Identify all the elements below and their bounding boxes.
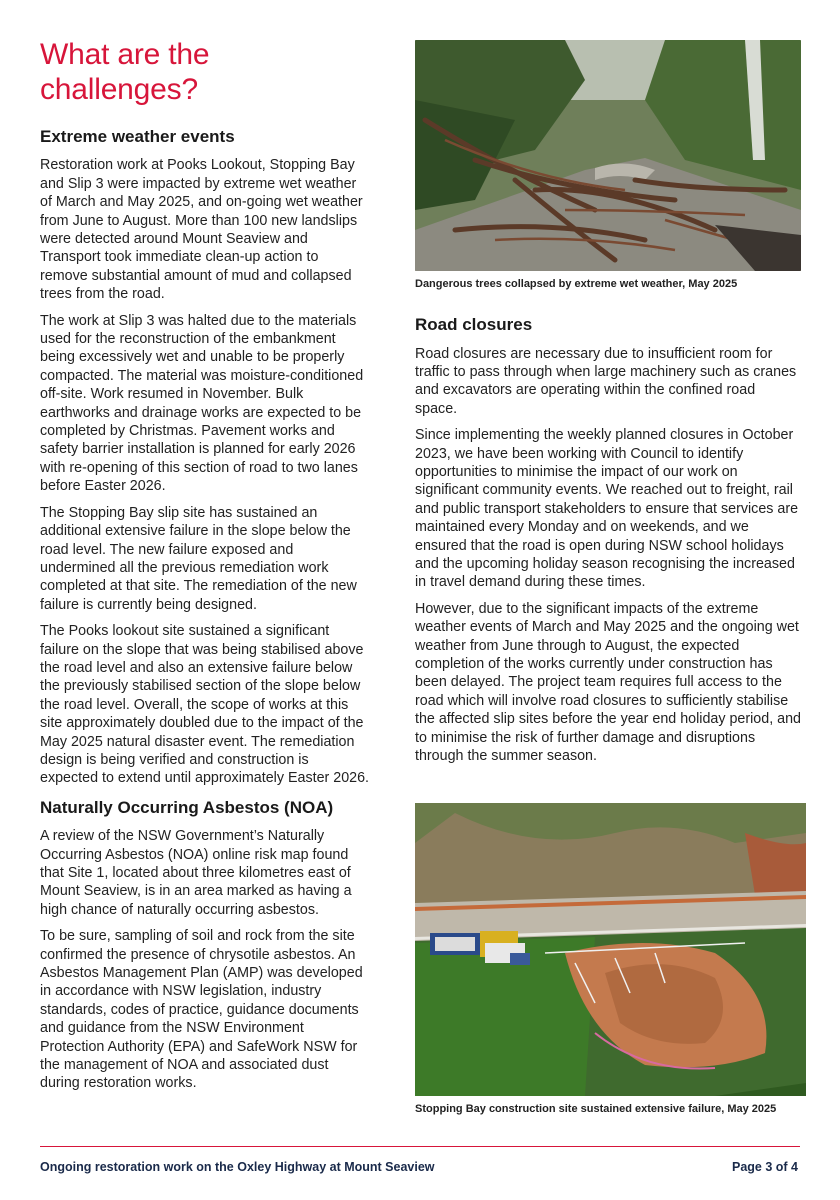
page-title: What are the challenges? <box>40 38 210 106</box>
paragraph: Since implementing the weekly planned closures in October 2023, we have been working with Council to identify opportunities to minimise the impact of our work on significant community events. We reached out to freight, rail and public transport stakeholders to ensure that services are maintained every Monday and on weekends, and we ensured that the road is open during NSW school holidays and the upcoming holiday season recognising the increased in travel demand during these times. <box>415 427 799 591</box>
footer-title: Ongoing restoration work on the Oxley Highway at Mount Seaview <box>40 1160 435 1174</box>
paragraph: The Stopping Bay slip site has sustained an additional extensive failure in the slope below the road level. The new failure exposed and undermined all the previous remediation work completed at that site. The remediation of the new failure is currently being designed. <box>40 504 357 613</box>
footer-divider <box>40 1146 800 1147</box>
paragraph: A review of the NSW Government’s Naturally Occurring Asbestos (NOA) online risk map found that Site 1, located about three kilometres east of Mount Seaview, is in an area marked as having a high chance of naturally occurring asbestos. <box>40 828 352 918</box>
paragraph: However, due to the significant impacts of the extreme weather events of March and May 2025 and the ongoing wet weather from June through to August, the expected completion of the works currently under construction has been delayed. The project team requires full access to the road which will involve road closures to sufficiently stabilise the affected slip sites before the year end holiday period, and to minimise the risk of further damage and disruptions through the summer season. <box>415 600 802 765</box>
slip-site-aerial-photo <box>415 803 806 1096</box>
photo-caption: Stopping Bay construction site sustained extensive failure, May 2025 <box>415 1103 777 1115</box>
photo-caption: Dangerous trees collapsed by extreme wet weather, May 2025 <box>415 278 738 290</box>
section-heading-extreme-weather: Extreme weather events <box>40 127 235 146</box>
right-column <box>415 40 801 774</box>
page-number: Page 3 of 4 <box>732 1160 798 1174</box>
section-heading-road-closures: Road closures <box>415 315 533 335</box>
paragraph: Road closures are necessary due to insufficient room for traffic to pass through when large machinery such as cranes and excavators are operating within the confined road space. <box>415 345 797 417</box>
paragraph: Restoration work at Pooks Lookout, Stopping Bay and Slip 3 were impacted by extreme wet weather of March and May 2025, and on-going wet weather from June to August. More than 100 new landslips were detected around Mount Seaview and Transport took immediate clean-up action to remove substantial amount of mud and collapsed trees from the road. <box>40 157 363 303</box>
section-heading-noa: Naturally Occurring Asbestos (NOA) <box>40 797 334 817</box>
paragraph: To be sure, sampling of soil and rock from the site confirmed the presence of chrysotile asbestos. An Asbestos Management Plan (AMP) was developed in accordance with NSW legislation, industry standards, codes of practice, guidance documents and guidance from the NSW Environment Protection Authority (EPA) and SafeWork NSW for the management of NOA and associated dust during restoration works. <box>40 928 363 1092</box>
left-column <box>40 38 370 1101</box>
paragraph: The work at Slip 3 was halted due to the materials used for the reconstruction of the embankment being excessively wet and unable to be properly compacted. The material was moisture-conditioned off-site. Work resumed in November. Bulk earthworks and drainage works are expected to be completed by Christmas. Pavement works and safety barrier installation is planned for early 2026 with re-opening of this section of road to two lanes before Easter 2026. <box>40 312 364 495</box>
paragraph: The Pooks lookout site sustained a significant failure on the slope that was being stabilised above the road level and also an extensive failure below the previously stabilised section of the slope below the road level. Overall, the scope of works at this site approximately doubled due to the impact of the May 2025 natural disaster event. The remediation design is being verified and construction is expected to extend until approximately Easter 2026. <box>40 623 370 787</box>
collapsed-trees-photo <box>415 40 801 271</box>
